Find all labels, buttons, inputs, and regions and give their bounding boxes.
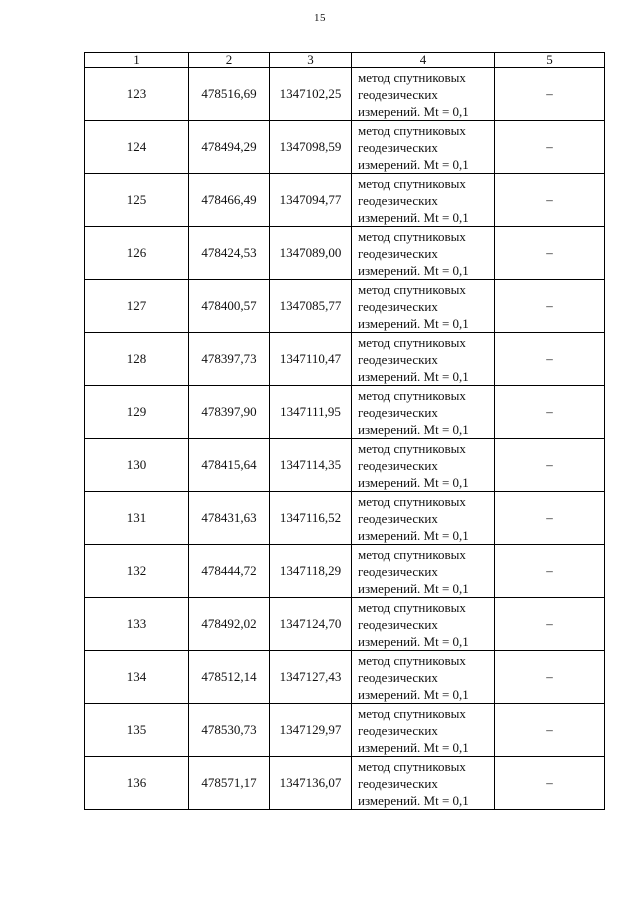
description-cell: – bbox=[495, 333, 605, 386]
method-line: измерений. Mt = 0,1 bbox=[358, 474, 469, 490]
method-line: измерений. Mt = 0,1 bbox=[358, 262, 469, 278]
method-cell bbox=[352, 121, 495, 174]
y-coordinate-cell: 1347094,77 bbox=[270, 174, 352, 227]
method-line: измерений. Mt = 0,1 bbox=[358, 156, 469, 172]
method-cell bbox=[352, 704, 495, 757]
method-line: метод спутниковых bbox=[358, 705, 466, 721]
method-line: измерений. Mt = 0,1 bbox=[358, 686, 469, 702]
method-cell bbox=[352, 386, 495, 439]
page-number: 15 bbox=[314, 12, 326, 24]
x-coordinate-cell: 478466,49 bbox=[189, 174, 270, 227]
table-row bbox=[85, 174, 605, 227]
method-line: метод спутниковых bbox=[358, 546, 466, 562]
description-cell: – bbox=[495, 492, 605, 545]
method-line: метод спутниковых bbox=[358, 69, 466, 85]
table-row bbox=[85, 598, 605, 651]
table-row bbox=[85, 545, 605, 598]
method-line: измерений. Mt = 0,1 bbox=[358, 209, 469, 225]
method-line: метод спутниковых bbox=[358, 652, 466, 668]
method-line: измерений. Mt = 0,1 bbox=[358, 315, 469, 331]
method-line: измерений. Mt = 0,1 bbox=[358, 527, 469, 543]
method-line: геодезических bbox=[358, 404, 438, 420]
column-header: 3 bbox=[270, 53, 352, 68]
method-line: измерений. Mt = 0,1 bbox=[358, 580, 469, 596]
method-line: геодезических bbox=[358, 616, 438, 632]
table-row bbox=[85, 492, 605, 545]
x-coordinate-cell: 478516,69 bbox=[189, 68, 270, 121]
method-cell bbox=[352, 333, 495, 386]
method-line: геодезических bbox=[358, 722, 438, 738]
y-coordinate-cell: 1347102,25 bbox=[270, 68, 352, 121]
description-cell: – bbox=[495, 439, 605, 492]
x-coordinate-cell: 478530,73 bbox=[189, 704, 270, 757]
column-header: 5 bbox=[495, 53, 605, 68]
method-line: измерений. Mt = 0,1 bbox=[358, 633, 469, 649]
method-cell bbox=[352, 439, 495, 492]
table-header-row bbox=[85, 53, 605, 68]
method-line: измерений. Mt = 0,1 bbox=[358, 739, 469, 755]
method-line: метод спутниковых bbox=[358, 281, 466, 297]
point-number-cell: 128 bbox=[85, 333, 189, 386]
method-cell bbox=[352, 545, 495, 598]
point-number-cell: 134 bbox=[85, 651, 189, 704]
table-row bbox=[85, 757, 605, 810]
method-line: геодезических bbox=[358, 510, 438, 526]
method-cell bbox=[352, 68, 495, 121]
x-coordinate-cell: 478494,29 bbox=[189, 121, 270, 174]
method-cell bbox=[352, 280, 495, 333]
method-line: измерений. Mt = 0,1 bbox=[358, 792, 469, 808]
method-line: метод спутниковых bbox=[358, 440, 466, 456]
table-row bbox=[85, 333, 605, 386]
description-cell: – bbox=[495, 174, 605, 227]
y-coordinate-cell: 1347124,70 bbox=[270, 598, 352, 651]
x-coordinate-cell: 478444,72 bbox=[189, 545, 270, 598]
x-coordinate-cell: 478400,57 bbox=[189, 280, 270, 333]
y-coordinate-cell: 1347089,00 bbox=[270, 227, 352, 280]
point-number-cell: 124 bbox=[85, 121, 189, 174]
description-cell: – bbox=[495, 386, 605, 439]
column-header: 4 bbox=[352, 53, 495, 68]
method-line: метод спутниковых bbox=[358, 387, 466, 403]
method-line: метод спутниковых bbox=[358, 599, 466, 615]
method-line: метод спутниковых bbox=[358, 122, 466, 138]
method-cell bbox=[352, 598, 495, 651]
method-cell bbox=[352, 227, 495, 280]
y-coordinate-cell: 1347116,52 bbox=[270, 492, 352, 545]
description-cell: – bbox=[495, 704, 605, 757]
table-row bbox=[85, 651, 605, 704]
y-coordinate-cell: 1347111,95 bbox=[270, 386, 352, 439]
x-coordinate-cell: 478512,14 bbox=[189, 651, 270, 704]
method-line: измерений. Mt = 0,1 bbox=[358, 103, 469, 119]
description-cell: – bbox=[495, 227, 605, 280]
column-header: 2 bbox=[189, 53, 270, 68]
method-cell bbox=[352, 174, 495, 227]
description-cell: – bbox=[495, 121, 605, 174]
method-line: метод спутниковых bbox=[358, 228, 466, 244]
coordinates-table bbox=[84, 52, 605, 810]
description-cell: – bbox=[495, 757, 605, 810]
point-number-cell: 129 bbox=[85, 386, 189, 439]
method-line: геодезических bbox=[358, 351, 438, 367]
table-row bbox=[85, 704, 605, 757]
method-line: измерений. Mt = 0,1 bbox=[358, 421, 469, 437]
description-cell: – bbox=[495, 598, 605, 651]
x-coordinate-cell: 478431,63 bbox=[189, 492, 270, 545]
y-coordinate-cell: 1347127,43 bbox=[270, 651, 352, 704]
y-coordinate-cell: 1347085,77 bbox=[270, 280, 352, 333]
y-coordinate-cell: 1347098,59 bbox=[270, 121, 352, 174]
method-line: геодезических bbox=[358, 298, 438, 314]
x-coordinate-cell: 478492,02 bbox=[189, 598, 270, 651]
x-coordinate-cell: 478424,53 bbox=[189, 227, 270, 280]
point-number-cell: 136 bbox=[85, 757, 189, 810]
table-row bbox=[85, 386, 605, 439]
method-line: метод спутниковых bbox=[358, 175, 466, 191]
point-number-cell: 133 bbox=[85, 598, 189, 651]
method-cell bbox=[352, 651, 495, 704]
point-number-cell: 125 bbox=[85, 174, 189, 227]
point-number-cell: 123 bbox=[85, 68, 189, 121]
table-row bbox=[85, 121, 605, 174]
table-row bbox=[85, 439, 605, 492]
y-coordinate-cell: 1347136,07 bbox=[270, 757, 352, 810]
x-coordinate-cell: 478571,17 bbox=[189, 757, 270, 810]
y-coordinate-cell: 1347129,97 bbox=[270, 704, 352, 757]
y-coordinate-cell: 1347110,47 bbox=[270, 333, 352, 386]
method-line: геодезических bbox=[358, 563, 438, 579]
method-line: геодезических bbox=[358, 245, 438, 261]
method-line: метод спутниковых bbox=[358, 758, 466, 774]
x-coordinate-cell: 478397,73 bbox=[189, 333, 270, 386]
point-number-cell: 127 bbox=[85, 280, 189, 333]
description-cell: – bbox=[495, 651, 605, 704]
table-row bbox=[85, 68, 605, 121]
point-number-cell: 130 bbox=[85, 439, 189, 492]
point-number-cell: 131 bbox=[85, 492, 189, 545]
method-line: геодезических bbox=[358, 86, 438, 102]
method-line: измерений. Mt = 0,1 bbox=[358, 368, 469, 384]
method-line: геодезических bbox=[358, 192, 438, 208]
x-coordinate-cell: 478415,64 bbox=[189, 439, 270, 492]
y-coordinate-cell: 1347118,29 bbox=[270, 545, 352, 598]
column-header: 1 bbox=[85, 53, 189, 68]
point-number-cell: 126 bbox=[85, 227, 189, 280]
method-line: метод спутниковых bbox=[358, 493, 466, 509]
y-coordinate-cell: 1347114,35 bbox=[270, 439, 352, 492]
description-cell: – bbox=[495, 68, 605, 121]
description-cell: – bbox=[495, 545, 605, 598]
method-line: геодезических bbox=[358, 457, 438, 473]
point-number-cell: 132 bbox=[85, 545, 189, 598]
method-cell bbox=[352, 492, 495, 545]
x-coordinate-cell: 478397,90 bbox=[189, 386, 270, 439]
description-cell: – bbox=[495, 280, 605, 333]
method-line: геодезических bbox=[358, 775, 438, 791]
table-row bbox=[85, 227, 605, 280]
point-number-cell: 135 bbox=[85, 704, 189, 757]
table-row bbox=[85, 280, 605, 333]
method-line: метод спутниковых bbox=[358, 334, 466, 350]
method-line: геодезических bbox=[358, 139, 438, 155]
method-line: геодезических bbox=[358, 669, 438, 685]
method-cell bbox=[352, 757, 495, 810]
